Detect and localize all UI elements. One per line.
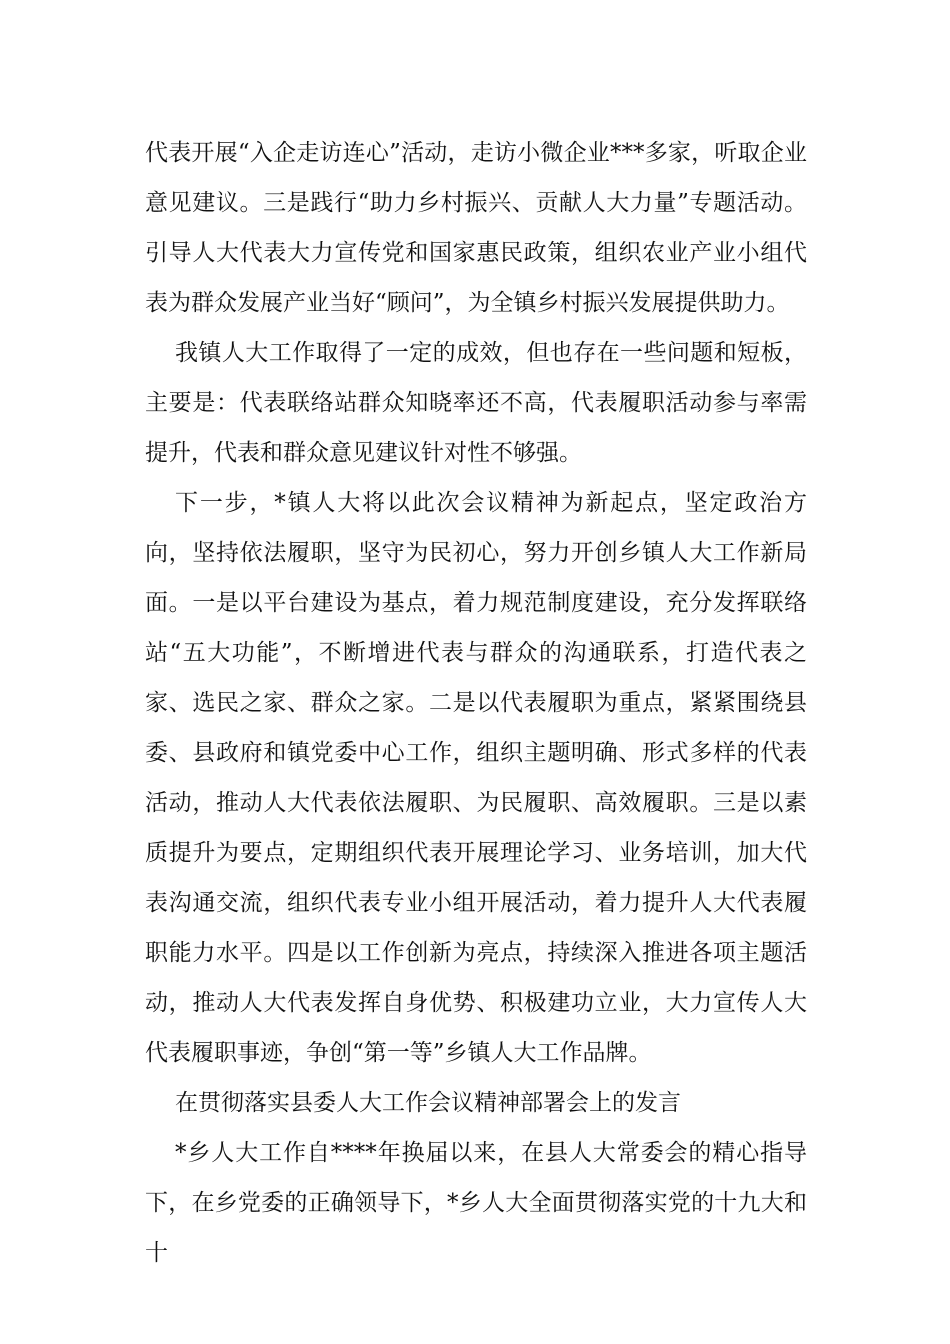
paragraph-township-intro: *乡人大工作自****年换届以来，在县人大常委会的精心指导下，在乡党委的正确领导下，*乡人大全面贯彻落实党的十九大和十 [145,1140,807,1266]
section-title: 在贯彻落实县委人大工作会议精神部署会上的发言 [175,1090,681,1116]
document-body [145,128,807,1278]
paragraph-shortcomings: 我镇人大工作取得了一定的成效，但也存在一些问题和短板，主要是：代表联络站群众知晓率还不高，代表履职活动参与率需提升，代表和群众意见建议针对性不够强。 [145,340,807,466]
paragraph-enterprise-visits: 代表开展“入企走访连心”活动，走访小微企业***多家，听取企业意见建议。三是践行“助力乡村振兴、贡献人大力量”专题活动。引导人大代表大力宣传党和国家惠民政策，组织农业产业小组代表为群众发展产业当好“顾问”，为全镇乡村振兴发展提供助力。 [145,140,807,316]
paragraph-next-steps: 下一步，*镇人大将以此次会议精神为新起点，坚定政治方向，坚持依法履职，坚守为民初心，努力开创乡镇人大工作新局面。一是以平台建设为基点，着力规范制度建设，充分发挥联络站“五大功能”，不断增进代表与群众的沟通联系，打造代表之家、选民之家、群众之家。二是以代表履职为重点，紧紧围绕县委、县政府和镇党委中心工作，组织主题明确、形式多样的代表活动，推动人大代表依法履职、为民履职、高效履职。三是以素质提升为要点，定期组织代表开展理论学习、业务培训，加大代表沟通交流，组织代表专业小组开展活动，着力提升人大代表履职能力水平。四是以工作创新为亮点，持续深入推进各项主题活动，推动人大代表发挥自身优势、积极建功立业，大力宣传人大代表履职事迹，争创“第一等”乡镇人大工作品牌。 [145,490,807,1066]
